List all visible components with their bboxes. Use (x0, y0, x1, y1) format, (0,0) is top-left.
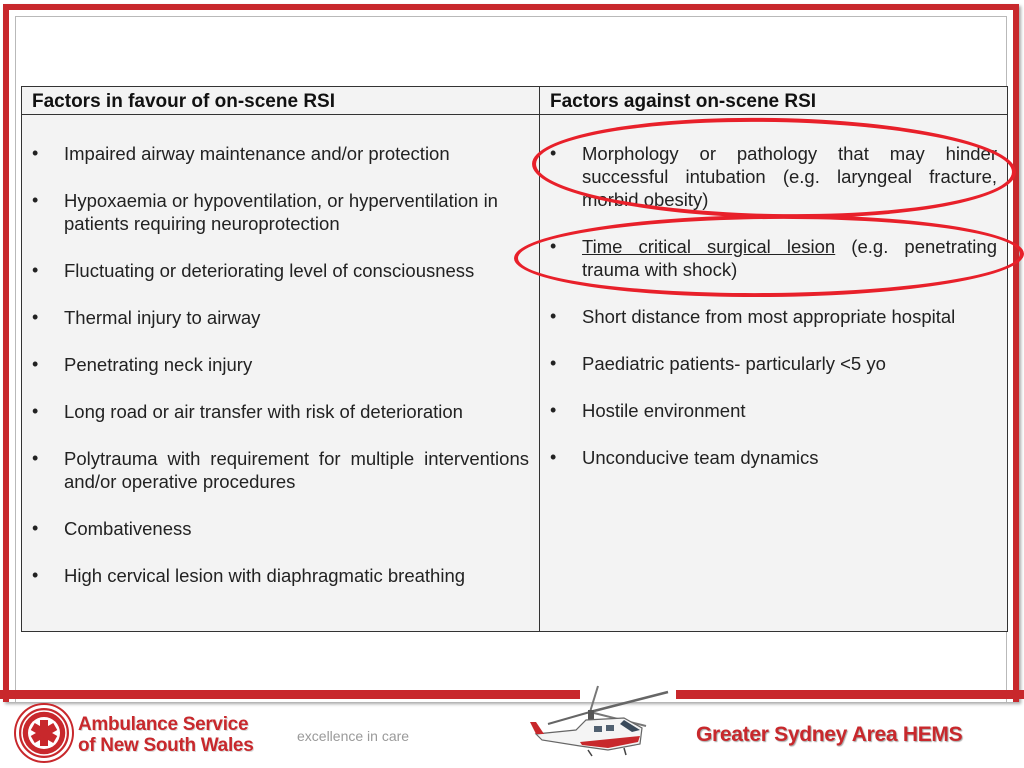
tagline: excellence in care (297, 728, 410, 744)
list-item: • Thermal injury to airway (32, 307, 261, 328)
underlined-phrase: Time critical surgical lesion (582, 236, 836, 257)
list-item: • High cervical lesion with diaphragmatic breathing (32, 565, 466, 586)
org-name-line1: Ambulance Service (78, 714, 249, 735)
header-against: Factors against on-scene RSI (540, 87, 1007, 115)
list-item: • Hostile environment (550, 400, 746, 421)
bullet-icon: • (32, 401, 39, 421)
bullet-icon: • (32, 565, 39, 585)
list-item: • Morphology or pathology that may hinder successful intubation (e.g. laryngeal fracture, morbid obesity) (550, 143, 997, 210)
list-item: • Penetrating neck injury (32, 354, 253, 375)
footer-bar-right (676, 690, 1024, 699)
org-name-line2: of New South Wales (78, 735, 254, 756)
unit-name: Greater Sydney Area HEMS (696, 723, 963, 746)
list-item: • Polytrauma with requirement for multiple interventions and/or operative procedures (32, 448, 529, 492)
bullet-icon: • (550, 353, 557, 373)
list-item: • Fluctuating or deteriorating level of consciousness (32, 260, 475, 281)
list-item: • Combativeness (32, 518, 192, 539)
ambulance-star-of-life-logo-icon (16, 705, 72, 761)
helicopter-icon (528, 684, 678, 764)
list-item: • Impaired airway maintenance and/or protection (32, 143, 450, 164)
bullet-icon: • (32, 260, 39, 280)
bullet-icon: • (32, 354, 39, 374)
column-in-favour (22, 87, 539, 631)
bullet-icon: • (32, 307, 39, 327)
header-in-favour: Factors in favour of on-scene RSI (22, 87, 539, 115)
bullet-icon: • (32, 143, 39, 163)
list-in-favour (22, 115, 539, 587)
footer-bar-left (0, 690, 580, 699)
bullet-icon: • (550, 447, 557, 467)
list-item: • Unconducive team dynamics (550, 447, 819, 468)
bullet-icon: • (550, 400, 557, 420)
list-item: • Short distance from most appropriate hospital (550, 306, 956, 327)
bullet-icon: • (550, 236, 557, 256)
list-item: • Hypoxaemia or hypoventilation, or hyperventilation in patients requiring neuroprotection (32, 190, 498, 234)
bullet-icon: • (32, 190, 39, 210)
bullet-icon: • (32, 518, 39, 538)
bullet-icon: • (550, 143, 557, 163)
list-item: • Long road or air transfer with risk of deterioration (32, 401, 463, 422)
list-item: • Paediatric patients- particularly <5 yo (550, 353, 886, 374)
bullet-icon: • (550, 306, 557, 326)
list-item: • Time critical surgical lesion (e.g. penetrating trauma with shock) (550, 236, 997, 280)
bullet-icon: • (32, 448, 39, 468)
